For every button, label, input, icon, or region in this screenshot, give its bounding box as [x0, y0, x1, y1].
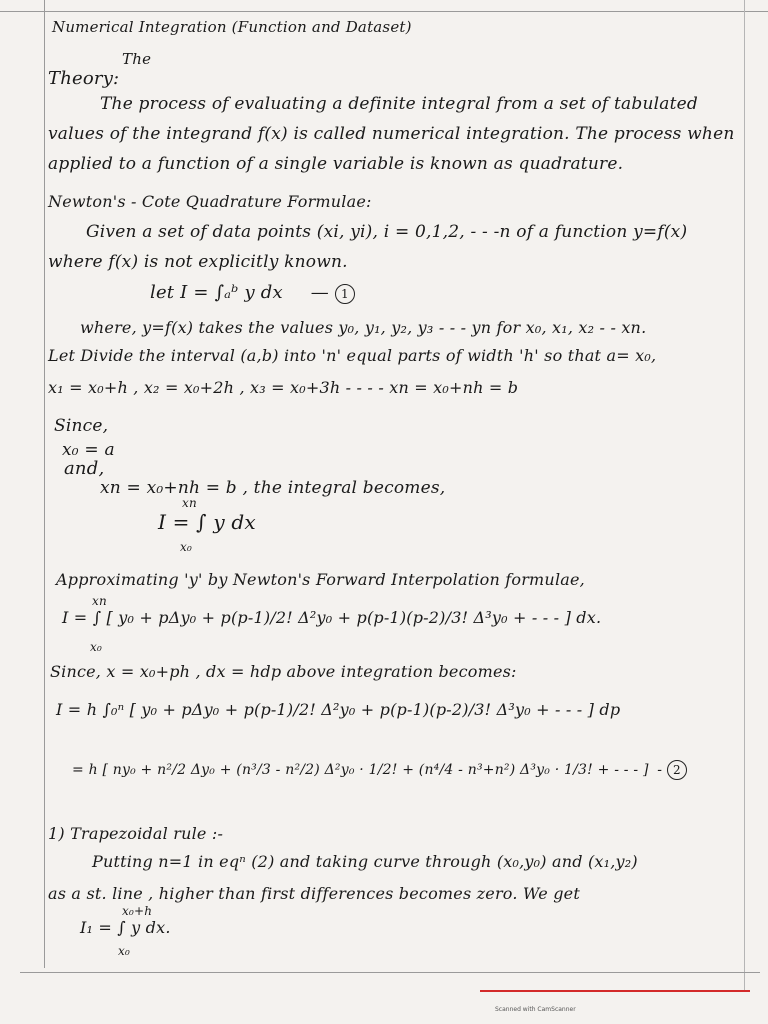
integral1: I = ∫ y dx [158, 510, 256, 534]
approx-heading: Approximating 'y' by Newton's Forward Interpolation formulae, [56, 570, 585, 589]
trap-equation: I₁ = ∫ y dx. [80, 918, 171, 937]
theory-heading: Theory: [48, 68, 120, 89]
eq2-label: 2 [667, 760, 687, 780]
theory-line-3: applied to a function of a single variable is known as quadrature. [48, 154, 624, 174]
page-title: Numerical Integration (Function and Dataset) [52, 18, 412, 36]
approx-equation: I = ∫ [ y₀ + pΔy₀ + p(p-1)/2! Δ²y₀ + p(p-1)(p-2)/3! Δ³y₀ + - - - ] dx. [62, 608, 602, 627]
bottom-rule [20, 972, 760, 973]
top-rule [0, 11, 768, 12]
integral1-upper: xn [182, 496, 197, 510]
since-label: Since, [54, 416, 109, 436]
trap-upper: x₀+h [122, 904, 153, 918]
scanner-watermark: Scanned with CamScanner [495, 1006, 576, 1013]
trap-line-1: Putting n=1 in eqⁿ (2) and taking curve through (x₀,y₀) and (x₁,y₂) [92, 852, 638, 871]
xn-line: xn = x₀+nh = b , the integral becomes, [100, 478, 446, 498]
trapezoidal-heading: 1) Trapezoidal rule :- [48, 824, 224, 843]
trap-line-2: as a st. line , higher than first differences becomes zero. We get [48, 884, 580, 903]
theory-line-1: The process of evaluating a definite integral from a set of tabulated [100, 94, 698, 114]
h-integral-equation: I = h ∫₀ⁿ [ y₀ + pΔy₀ + p(p-1)/2! Δ²y₀ + p(p-1)(p-2)/3! Δ³y₀ + - - - ] dp [56, 700, 621, 719]
theory-line-2: values of the integrand f(x) is called numerical integration. The process when [48, 124, 735, 144]
let-equation [150, 282, 355, 304]
trap-lower: x₀ [118, 944, 130, 958]
given-line-2: where f(x) is not explicitly known. [48, 252, 348, 272]
eq1-dash: — [310, 282, 329, 303]
the-word: The [122, 50, 152, 68]
right-rule [744, 0, 745, 990]
approx-lower: x₀ [90, 640, 102, 654]
h-expanded-equation [72, 760, 687, 780]
eq2-dash: - [657, 762, 663, 778]
eq1-label: 1 [335, 284, 355, 304]
let-eq-text: let I = ∫ₐᵇ y dx [150, 282, 283, 303]
where-line-2: Let Divide the interval (a,b) into 'n' equal parts of width 'h' so that a= x₀, [48, 346, 657, 365]
h-expanded-text: = h [ ny₀ + n²/2 Δy₀ + (n³/3 - n²/2) Δ²y₀ · 1/2! + (n⁴/4 - n³+n²) Δ³y₀ · 1/3! + - - - ] [72, 762, 649, 778]
given-line-1: Given a set of data points (xi, yi), i = 0,1,2, - - -n of a function y=f(x) [86, 222, 688, 242]
margin-rule [44, 0, 45, 968]
and-label: and, [64, 458, 105, 479]
where-line-3: x₁ = x₀+h , x₂ = x₀+2h , x₃ = x₀+3h - - - - xn = x₀+nh = b [48, 378, 519, 397]
where-line-1: where, y=f(x) takes the values y₀, y₁, y₂, y₃ - - - yn for x₀, x₁, x₂ - - xn. [80, 318, 647, 337]
approx-upper: xn [92, 594, 107, 608]
newton-heading: Newton's - Cote Quadrature Formulae: [48, 192, 372, 211]
since2-line: Since, x = x₀+ph , dx = hdp above integration becomes: [50, 662, 517, 681]
red-rule [480, 990, 750, 992]
x0-equals-a: x₀ = a [62, 440, 115, 460]
integral1-lower: x₀ [180, 540, 192, 554]
